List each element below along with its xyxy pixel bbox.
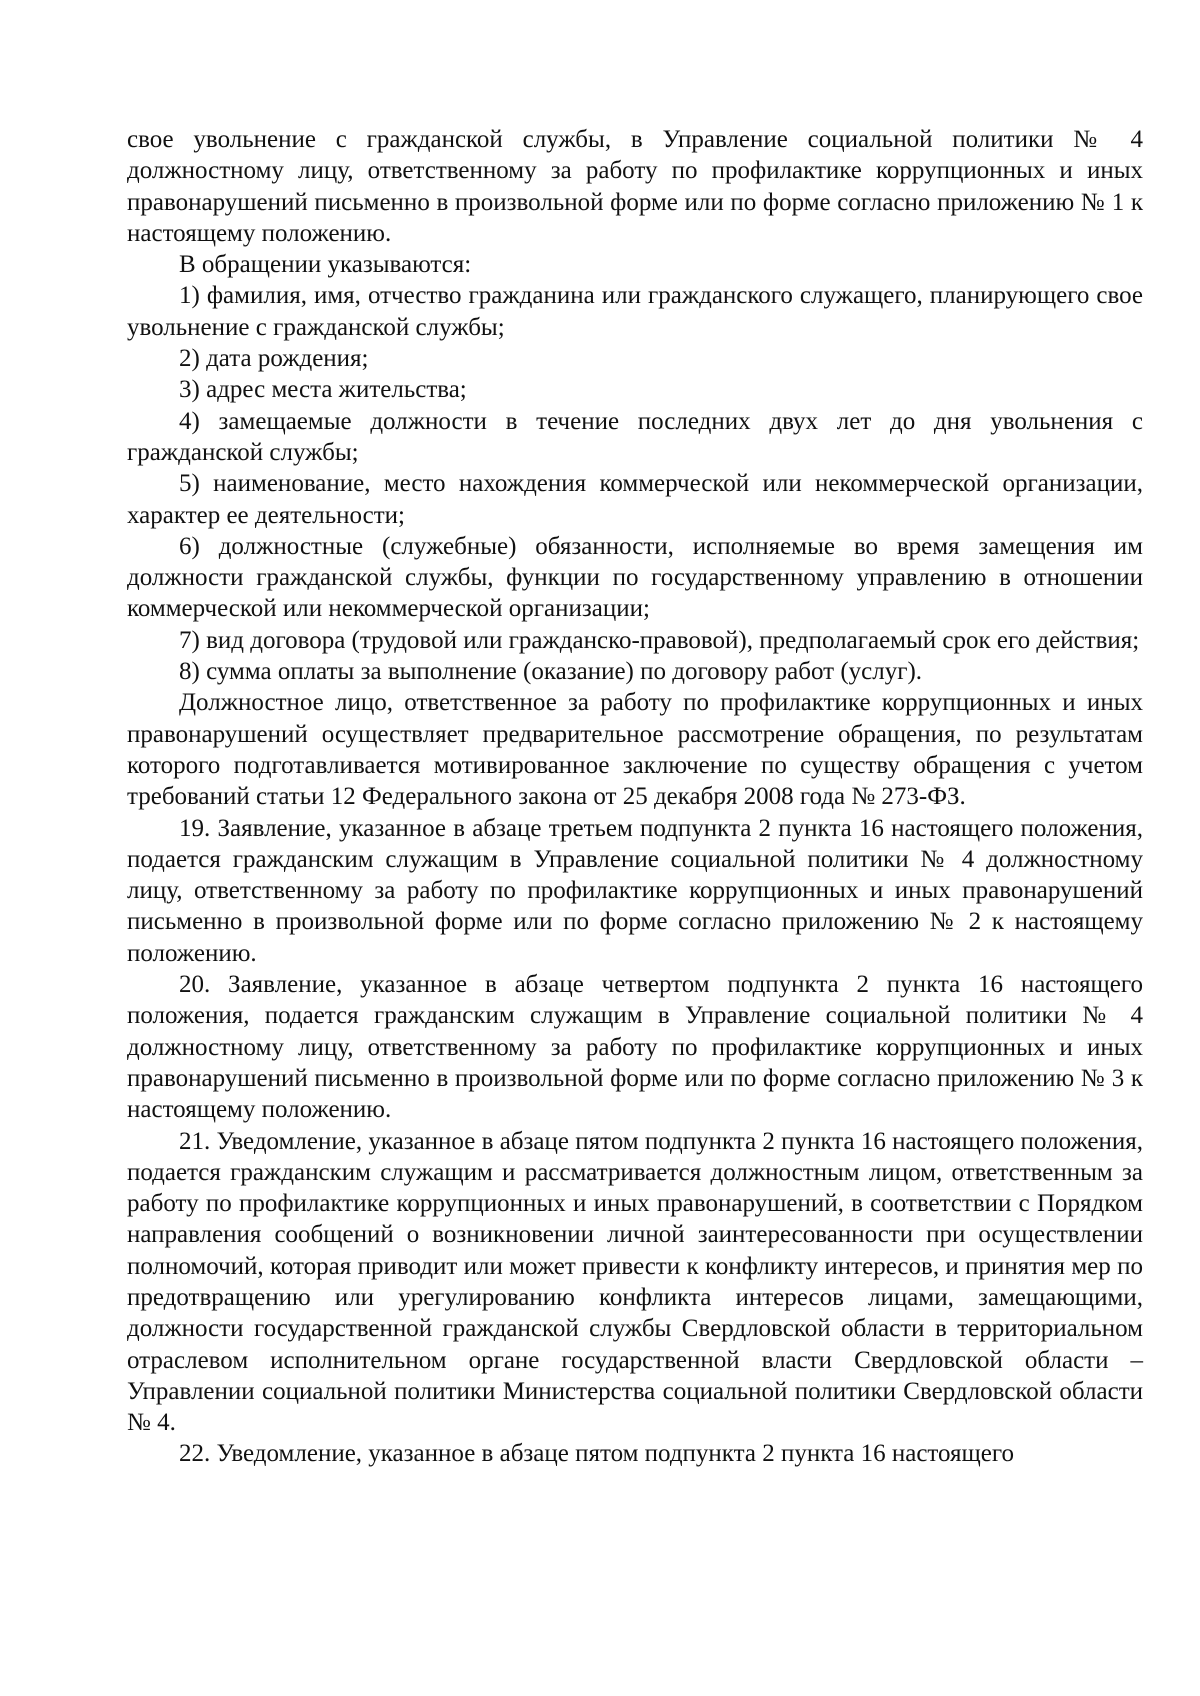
document-page xyxy=(127,124,1143,1470)
paragraph-22: 22. Уведомление, указанное в абзаце пятом подпункта 2 пункта 16 настоящего xyxy=(179,1440,1015,1468)
list-item-4: 4) замещаемые должности в течение последних двух лет до дня увольнения с гражданской службы; xyxy=(127,407,1143,466)
list-item-1: 1) фамилия, имя, отчество гражданина или гражданского служащего, планирующего свое увольнение с гражданской службы; xyxy=(127,282,1143,341)
paragraph-20: 20. Заявление, указанное в абзаце четвертом подпункта 2 пункта 16 настоящего положения, подается гражданским служащим в Управление социальной политики № 4 должностному лицу, ответственному за работу по профилактике коррупционных и иных правонарушений письменно в произвольной форме или по форме согласно приложению № 3 к настоящему положению. xyxy=(127,971,1143,1124)
paragraph-continuation: свое увольнение с гражданской службы, в Управление социальной политики № 4 должностному лицу, ответственному за работу по профилактике коррупционных и иных правонарушений письменно в произвольной форме или по форме согласно приложению № 1 к настоящему положению. xyxy=(127,126,1143,247)
list-item-6: 6) должностные (служебные) обязанности, исполняемые во время замещения им должности гражданской службы, функции по государственному управлению в отношении коммерческой или некоммерческой организации; xyxy=(127,532,1143,623)
list-item-2: 2) дата рождения; xyxy=(179,345,369,373)
paragraph-official-review: Должностное лицо, ответственное за работу по профилактике коррупционных и иных правонарушений осуществляет предварительное рассмотрение обращения, по результатам которого подготавливается мотивированное заключение по существу обращения с учетом требований статьи 12 Федерального закона от 25 декабря 2008 года № 273-ФЗ. xyxy=(127,689,1143,811)
list-item-8: 8) сумма оплаты за выполнение (оказание) по договору работ (услуг). xyxy=(179,658,923,686)
list-item-3: 3) адрес места жительства; xyxy=(179,376,467,404)
paragraph-appeal-intro: В обращении указываются: xyxy=(179,251,472,279)
list-item-7: 7) вид договора (трудовой или гражданско-правовой), предполагаемый срок его действия; xyxy=(179,626,1140,654)
list-item-5: 5) наименование, место нахождения коммерческой или некоммерческой организации, характер ее деятельности; xyxy=(127,470,1143,529)
paragraph-21: 21. Уведомление, указанное в абзаце пятом подпункта 2 пункта 16 настоящего положения, подается гражданским служащим и рассматривается должностным лицом, ответственным за работу по профилактике коррупционных и иных правонарушений, в соответствии с Порядком направления сообщений о возникновении личной заинтересованности при осуществлении полномочий, которая приводит или может привести к конфликту интересов, и принятия мер по предотвращению или урегулированию конфликта интересов лицами, замещающими, должности государственной гражданской службы Свердловской области в территориальном отраслевом исполнительном органе государственной власти Свердловской области – Управлении социальной политики Министерства социальной политики Свердловской области № 4. xyxy=(127,1127,1143,1437)
paragraph-19: 19. Заявление, указанное в абзаце третьем подпункта 2 пункта 16 настоящего положения, подается гражданским служащим в Управление социальной политики № 4 должностному лицу, ответственному за работу по профилактике коррупционных и иных правонарушений письменно в произвольной форме или по форме согласно приложению № 2 к настоящему положению. xyxy=(127,814,1143,967)
